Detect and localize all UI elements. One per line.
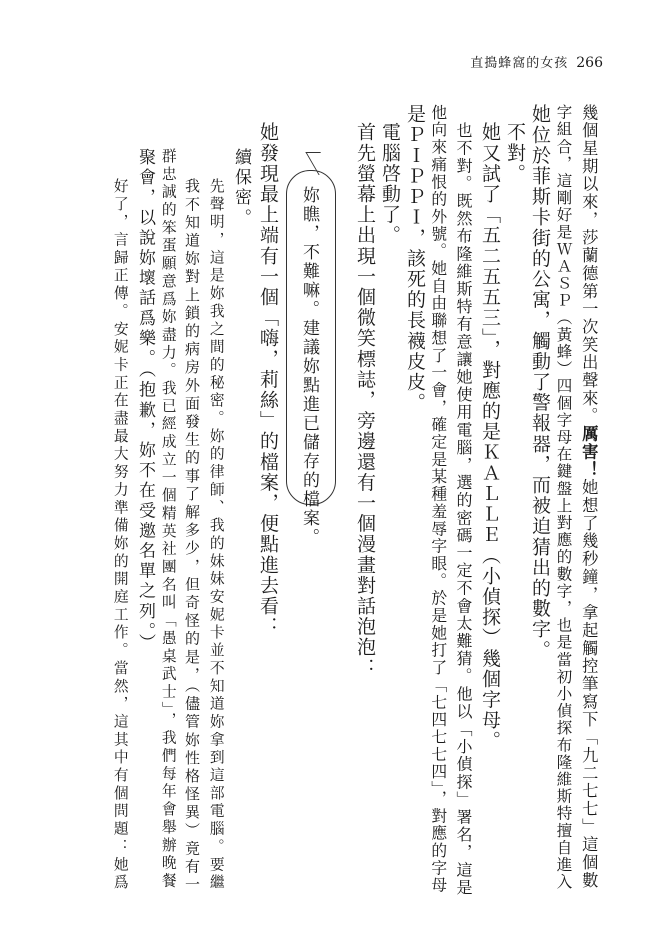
body-line-8: 是ＰＩＰＰＩ，該死的長襪皮皮。: [404, 104, 426, 413]
letter-line-2: 先聲明，這是妳我之間的秘密。妳的律師、我的妹妹安妮卡並不知道妳拿到這部電腦。要繼: [207, 178, 225, 892]
body-line-6: 也不對。既然布隆維斯特有意讓她使用電腦，選的密碼一定不會太難猜。他以「小偵探」署名，這是: [454, 122, 473, 897]
book-title: 直搗蜂窩的女孩: [470, 56, 569, 71]
body-line-2: 字組合，這剛好是ＷＡＳＰ（黃蜂）四個字母在鍵盤上對應的數字，也是當初小偵探布隆維斯特擅自進入: [554, 104, 573, 891]
page-number: 266: [576, 55, 603, 71]
letter-line-1: 續保密。: [231, 148, 251, 229]
body-line-7: 他向來痛恨的外號。她自由聯想了一會，確定是某種羞辱字眼。於是她打了「七四七七四」，對應的字母: [428, 104, 448, 895]
letter-line-5: 聚會，以說妳壞話爲樂。（抱歉，妳不在受邀名單之列。）: [135, 148, 155, 654]
body-line-1: 幾個星期以來，莎蘭德第一次笑出聲來。厲害！她想了幾秒鐘，拿起觸控筆寫下「九二七七」這個數: [579, 104, 599, 890]
body-line-10: 首先螢幕上出現一個微笑標誌，旁邊還有一個漫畫對話泡泡：: [354, 122, 376, 679]
body-line-5: 她又試了「五二五五三」，對應的是ＫＡＬＬＥ（小偵探）幾個字母。: [479, 122, 501, 752]
body-line-4: 不對。: [504, 122, 526, 184]
letter-line-4: 群忠誠的笨蛋願意爲妳盡力。我已經成立一個精英社團名叫「愚桌武士」，我們每年會舉辦晚餐: [159, 148, 177, 891]
body-line-9: 電腦啓動了。: [379, 122, 401, 246]
speech-bubble-text: 妳瞧，不難嘛。建議妳點進已儲存的檔案。: [299, 186, 319, 547]
body-line-3: 她位於菲斯卡街的公寓，觸動了警報器，而被迫猜出的數字。: [529, 104, 551, 661]
letter-line-3: 我不知道妳對上鎖的病房外面發生的事了解多少，但奇怪的是，（儘管妳性格怪異）竟有一: [183, 178, 201, 895]
body-line-11: 她發現最上端有一個「嗨，莉絲」的檔案，便點進去看：: [257, 122, 279, 637]
letter-line-6: 好了，言歸正傳。安妮卡正在盡最大努力準備妳的開庭工作。當然，這其中有個問題：她爲: [111, 178, 129, 892]
running-header: [470, 52, 603, 71]
